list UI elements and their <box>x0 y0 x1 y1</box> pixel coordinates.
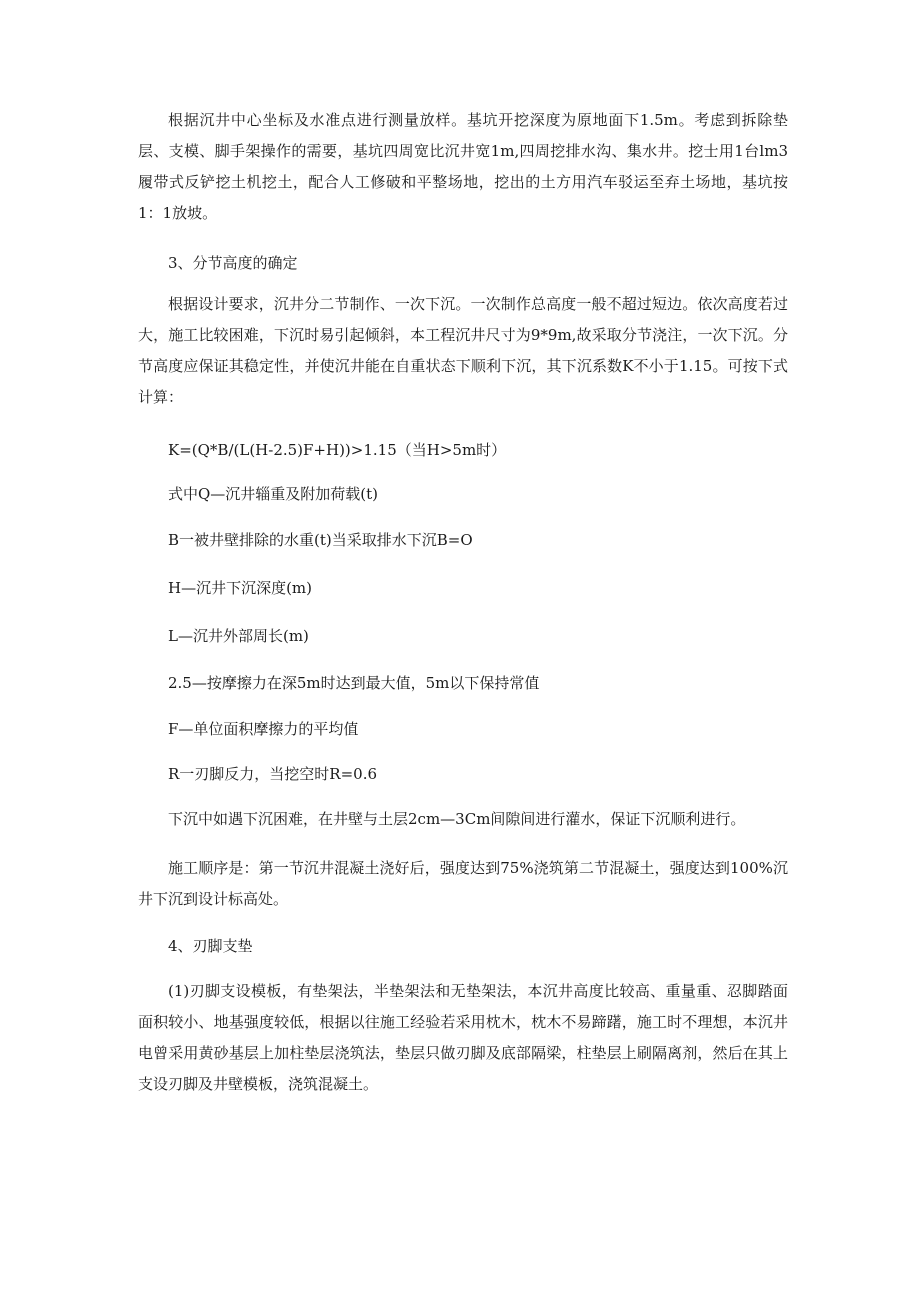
paragraph-sinking-difficulty: 下沉中如遇下沉困难，在井壁与土层2cm—3Cm间隙间进行灌水，保证下沉顺利进行。 <box>168 810 746 828</box>
paragraph-construction-sequence: 施工顺序是：第一节沉井混凝土浇好后，强度达到75%浇筑第二节混凝土，强度达到100%沉井下沉到设计标高处。 <box>138 859 788 908</box>
definition-b: B一被井壁排除的水重(t)当采取排水下沉B=O <box>168 531 473 549</box>
section-heading-3: 3、分节高度的确定 <box>168 254 298 272</box>
paragraph-cutting-edge-support: (1)刃脚支设模板，有垫架法，半垫架法和无垫架法，本沉井高度比较高、重量重、忍脚踏面面积较小、地基强度较低，根据以往施工经验若采用枕木，枕木不易蹄躇，施工时不理想，本沉井电曾采用黄砂基层上加柱垫层浇筑法，垫层只做刃脚及底部隔梁，柱垫层上刷隔离剂，然后在其上支设刃脚及井壁模板，浇筑混凝土。 <box>138 982 788 1093</box>
formula-sinking-coefficient: K=(Q*B/(L(H-2.5)F+H))>1.15（当H>5m时） <box>168 441 507 459</box>
definition-h: H—沉井下沉深度(m) <box>168 579 313 597</box>
paragraph-survey-excavation: 根据沉井中心坐标及水准点进行测量放样。基坑开挖深度为原地面下1.5m。考虑到拆除垫层、支模、脚手架操作的需要，基坑四周宽比沉井宽1m,四周挖排水沟、集水井。挖士用1台lm3履带式反铲挖土机挖土，配合人工修破和平整场地，挖出的土方用汽车驳运至弃土场地，基坑按1：1放坡。 <box>138 111 788 222</box>
definition-r: R一刃脚反力，当挖空时R=0.6 <box>168 765 378 783</box>
section-heading-4: 4、刃脚支垫 <box>168 937 253 955</box>
definition-l: L—沉井外部周长(m) <box>168 627 309 645</box>
definition-f: F—单位面积摩擦力的平均值 <box>168 720 359 738</box>
paragraph-segment-height: 根据设计要求，沉井分二节制作、一次下沉。一次制作总高度一般不超过短边。依次高度若过大，施工比较困难，下沉时易引起倾斜，本工程沉井尺寸为9*9m,故采取分节浇注，一次下沉。分节高度应保证其稳定性，并使沉井能在自重状态下顺利下沉，其下沉系数K不小于1.15。可按下式计算： <box>138 295 788 406</box>
definition-2-5: 2.5—按摩擦力在深5m时达到最大值，5m以下保持常值 <box>168 674 540 692</box>
definition-q: 式中Q—沉井辎重及附加荷载(t) <box>168 485 379 503</box>
